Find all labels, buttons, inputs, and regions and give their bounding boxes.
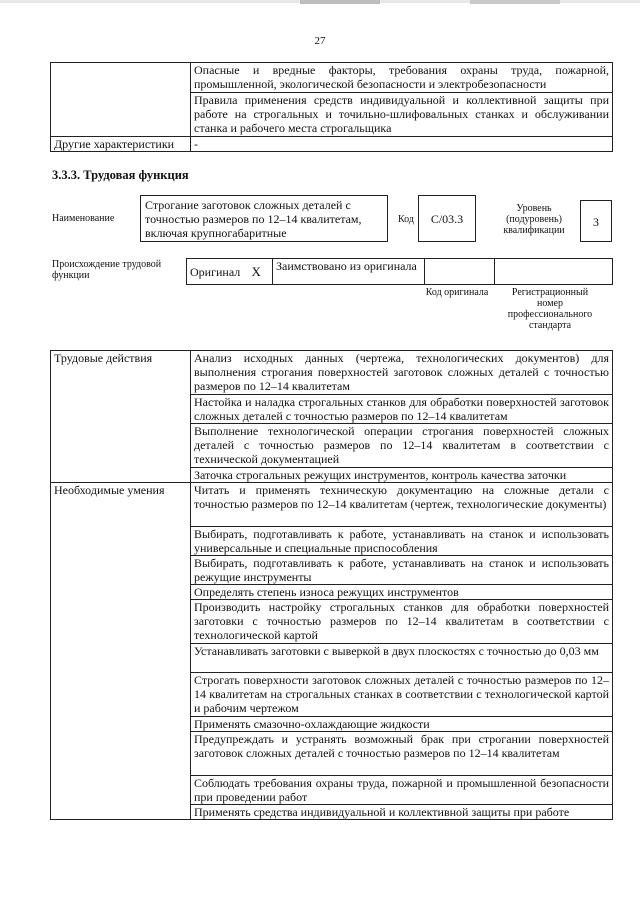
list-item: Строгать поверхности заготовок сложных деталей с точностью размеров по 12–14 квалитетам на строгальных станках в соответствии с технологической картой и рабочим чертежом (191, 673, 613, 717)
code-value: С/03.3 (430, 212, 464, 226)
page-number: 27 (314, 35, 326, 47)
list-item: Применять смазочно-охлаждающие жидкости (191, 717, 613, 732)
code-label: Код (398, 214, 414, 225)
original-mark: X (249, 259, 273, 285)
name-value-box (140, 195, 388, 242)
list-item: Выбирать, подготавливать к работе, устанавливать на станок и использовать режущие инструменты (191, 556, 613, 585)
name-value: Строгание заготовок сложных деталей с точностью размеров по 12–14 квалитетам, включая крупногабаритные (145, 198, 362, 240)
list-item: Устанавливать заготовки с выверкой в двух плоскостях с точностью до 0,03 мм (191, 644, 613, 673)
list-item: Выполнение технологической операции строгания поверхностей сложных деталей с точностью размеров по 12–14 квалитетам в соответствии с технической документацией (191, 424, 613, 468)
top-row-2: Правила применения средств индивидуальной и коллективной защиты при работе на строгальных и точильно-шлифовальных станках и обслуживании станка и рабочего места строгальщика (191, 93, 613, 137)
section-label-skills: Необходимые умения (51, 483, 191, 820)
level-value-box (580, 200, 612, 242)
list-item: Предупреждать и устранять возможный брак при строгании поверхностей заготовок сложных деталей с точностью размеров по 12–14 квалитетам (191, 732, 613, 776)
reg-caption: Регистрационный номер профессионального стандарта (507, 287, 593, 331)
main-table (50, 350, 613, 820)
list-item: Читать и применять техническую документацию на сложные детали с точностью размеров по 12–14 квалитетам (чертеж, технологические документы) (191, 483, 613, 527)
section-label-actions: Трудовые действия (51, 351, 191, 483)
list-item: Применять средства индивидуальной и коллективной защиты при работе (191, 805, 613, 820)
original-label: Оригинал (187, 259, 249, 285)
list-item: Определять степень износа режущих инструментов (191, 585, 613, 600)
top-table (50, 62, 613, 152)
section-title: 3.3.3. Трудовая функция (52, 168, 189, 182)
reg-number-cell (495, 259, 613, 285)
list-item: Заточка строгальных режущих инструментов, контроль качества заточки (191, 468, 613, 483)
scan-edge-artifact (0, 0, 640, 4)
level-label: Уровень (подуровень) квалификации (503, 203, 565, 236)
name-label: Наименование (52, 213, 115, 224)
origin-table (186, 258, 613, 285)
borrowed-label: Заимствовано из оригинала (273, 259, 425, 285)
code-value-box (418, 195, 476, 242)
top-row-1: Опасные и вредные факторы, требования охраны труда, пожарной, промышленной, экологической безопасности и электробезопасности (191, 63, 613, 93)
original-code-cell (425, 259, 495, 285)
empty-label-cell (51, 63, 191, 137)
list-item: Выбирать, подготавливать к работе, устанавливать на станок и использовать универсальные и специальные приспособления (191, 527, 613, 556)
list-item: Производить настройку строгальных станков для обработки поверхностей заготовки с точностью размеров по 12–14 квалитетам в соответствии с технологической картой (191, 600, 613, 644)
list-item: Анализ исходных данных (чертежа, технологических документов) для выполнения строгания поверхностей заготовок сложных деталей с точностью размеров по 12–14 квалитетам (191, 351, 613, 395)
list-item: Соблюдать требования охраны труда, пожарной и промышленной безопасности при проведении работ (191, 776, 613, 805)
other-characteristics-label: Другие характеристики (51, 137, 191, 152)
list-item: Настойка и наладка строгальных станков для обработки поверхностей заготовок сложных деталей с точностью размеров по 12–14 квалитетам (191, 395, 613, 424)
other-characteristics-value: - (191, 137, 613, 152)
level-value: 3 (593, 215, 599, 229)
origin-label: Происхождение трудовой функции (52, 259, 162, 281)
code-caption: Код оригинала (425, 287, 489, 298)
